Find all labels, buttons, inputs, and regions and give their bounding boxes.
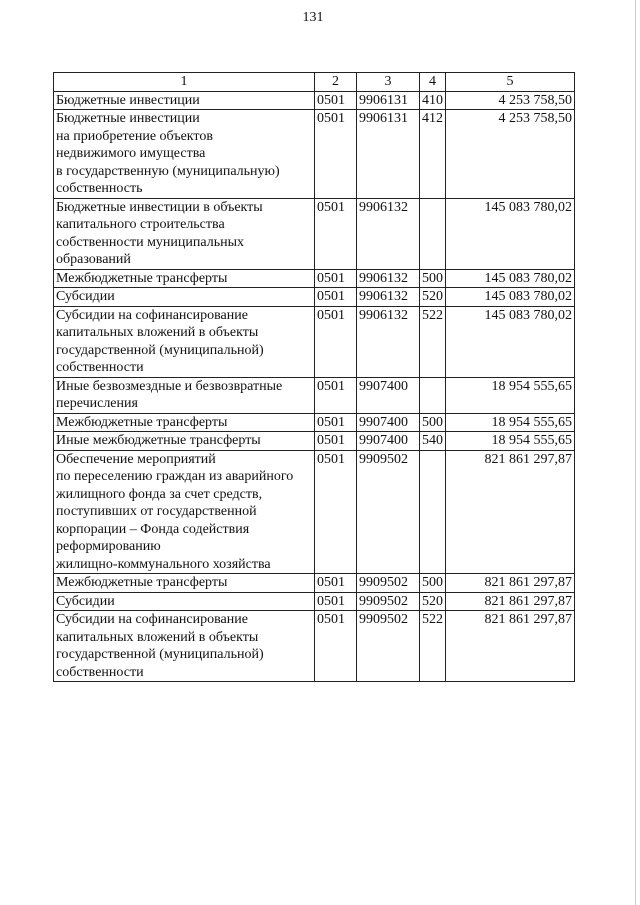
- row-expense-code: 500: [420, 269, 446, 288]
- row-name: Бюджетные инвестиции на приобретение объектов недвижимого имущества в государственную (муниципальную) собственность: [54, 110, 315, 199]
- row-amount: 18 954 555,65: [446, 413, 575, 432]
- row-amount: 821 861 297,87: [446, 574, 575, 593]
- column-header-section: 2: [315, 73, 357, 92]
- row-amount: 145 083 780,02: [446, 198, 575, 269]
- row-expense-code: [420, 450, 446, 574]
- row-expense-code: 520: [420, 288, 446, 307]
- row-amount: 145 083 780,02: [446, 306, 575, 377]
- table-row: [54, 269, 575, 288]
- row-amount: 821 861 297,87: [446, 611, 575, 682]
- row-name: Иные межбюджетные трансферты: [54, 432, 315, 451]
- row-name: Межбюджетные трансферты: [54, 413, 315, 432]
- row-name: Бюджетные инвестиции в объекты капитального строительства собственности муниципальных образований: [54, 198, 315, 269]
- table-row: [54, 198, 575, 269]
- row-name: Субсидии: [54, 288, 315, 307]
- row-target-code: 9909502: [357, 592, 420, 611]
- row-target-code: 9906132: [357, 269, 420, 288]
- column-header-name: 1: [54, 73, 315, 92]
- row-name: Субсидии: [54, 592, 315, 611]
- row-target-code: 9906132: [357, 288, 420, 307]
- column-header-target: 3: [357, 73, 420, 92]
- row-amount: 821 861 297,87: [446, 450, 575, 574]
- row-section-code: 0501: [315, 611, 357, 682]
- row-expense-code: 410: [420, 91, 446, 110]
- table-row: [54, 91, 575, 110]
- row-expense-code: 522: [420, 611, 446, 682]
- row-target-code: 9906131: [357, 91, 420, 110]
- table-row: [54, 288, 575, 307]
- row-section-code: 0501: [315, 450, 357, 574]
- row-section-code: 0501: [315, 288, 357, 307]
- row-expense-code: 522: [420, 306, 446, 377]
- table-row: [54, 377, 575, 413]
- row-amount: 145 083 780,02: [446, 288, 575, 307]
- column-header-expense: 4: [420, 73, 446, 92]
- row-amount: 821 861 297,87: [446, 592, 575, 611]
- row-expense-code: 412: [420, 110, 446, 199]
- row-section-code: 0501: [315, 269, 357, 288]
- table-row: [54, 611, 575, 682]
- row-name: Субсидии на софинансирование капитальных вложений в объекты государственной (муниципальной) собственности: [54, 611, 315, 682]
- table-row: [54, 432, 575, 451]
- row-name: Бюджетные инвестиции: [54, 91, 315, 110]
- row-expense-code: 540: [420, 432, 446, 451]
- row-target-code: 9909502: [357, 611, 420, 682]
- row-section-code: 0501: [315, 413, 357, 432]
- table-header-row: [54, 73, 575, 92]
- row-amount: 18 954 555,65: [446, 377, 575, 413]
- row-target-code: 9907400: [357, 432, 420, 451]
- row-target-code: 9906131: [357, 110, 420, 199]
- row-target-code: 9909502: [357, 450, 420, 574]
- row-section-code: 0501: [315, 91, 357, 110]
- row-section-code: 0501: [315, 377, 357, 413]
- row-target-code: 9907400: [357, 377, 420, 413]
- table-row: [54, 592, 575, 611]
- table-row: [54, 110, 575, 199]
- row-amount: 4 253 758,50: [446, 91, 575, 110]
- row-name: Межбюджетные трансферты: [54, 574, 315, 593]
- row-section-code: 0501: [315, 198, 357, 269]
- row-section-code: 0501: [315, 110, 357, 199]
- page-number: 131: [302, 10, 324, 25]
- row-name: Обеспечение мероприятий по переселению граждан из аварийного жилищного фонда за счет средств, поступивших от государственной корпорации – Фонда содействия реформированию жилищно-коммунального хозяйства: [54, 450, 315, 574]
- row-name: Межбюджетные трансферты: [54, 269, 315, 288]
- budget-table: [53, 72, 575, 682]
- row-amount: 145 083 780,02: [446, 269, 575, 288]
- row-section-code: 0501: [315, 592, 357, 611]
- row-expense-code: [420, 377, 446, 413]
- table-row: [54, 450, 575, 574]
- table-row: [54, 413, 575, 432]
- row-expense-code: [420, 198, 446, 269]
- row-target-code: 9906132: [357, 198, 420, 269]
- row-amount: 18 954 555,65: [446, 432, 575, 451]
- table-row: [54, 306, 575, 377]
- row-target-code: 9909502: [357, 574, 420, 593]
- row-name: Субсидии на софинансирование капитальных вложений в объекты государственной (муниципальной) собственности: [54, 306, 315, 377]
- scan-edge-line: [635, 0, 636, 905]
- row-amount: 4 253 758,50: [446, 110, 575, 199]
- row-expense-code: 520: [420, 592, 446, 611]
- column-header-amount: 5: [446, 73, 575, 92]
- row-section-code: 0501: [315, 306, 357, 377]
- row-target-code: 9907400: [357, 413, 420, 432]
- row-section-code: 0501: [315, 432, 357, 451]
- row-name: Иные безвозмездные и безвозвратные перечисления: [54, 377, 315, 413]
- table-row: [54, 574, 575, 593]
- row-expense-code: 500: [420, 413, 446, 432]
- row-section-code: 0501: [315, 574, 357, 593]
- row-expense-code: 500: [420, 574, 446, 593]
- row-target-code: 9906132: [357, 306, 420, 377]
